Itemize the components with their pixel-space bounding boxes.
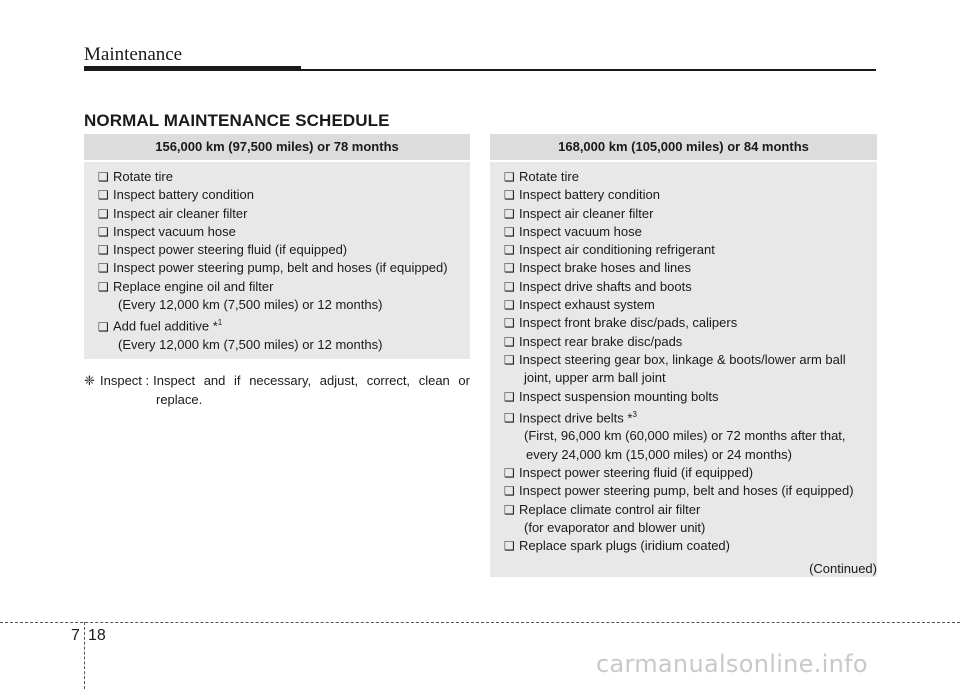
item-text: Inspect power steering pump, belt and hoses (if equipped) (519, 483, 854, 499)
item-text: Inspect rear brake disc/pads (519, 333, 683, 349)
page-number: 18 (88, 627, 106, 644)
checkbox-icon: ❑ (504, 466, 515, 481)
inspect-note (84, 371, 470, 409)
item-text: Replace spark plugs (iridium coated) (519, 538, 730, 554)
schedule-panel-168000 (490, 134, 877, 577)
checkbox-icon: ❑ (504, 279, 515, 294)
item-subtext: (First, 96,000 km (60,000 miles) or 72 months after that, (524, 428, 846, 444)
list-item (490, 464, 877, 482)
checkbox-icon: ❑ (504, 224, 515, 239)
item-text: Inspect air cleaner filter (519, 205, 654, 221)
list-item (490, 351, 877, 369)
item-text: Inspect brake hoses and lines (519, 260, 691, 276)
item-text: Inspect suspension mounting bolts (519, 388, 719, 404)
item-text: Inspect battery condition (519, 187, 660, 203)
item-text: Inspect power steering fluid (if equipped) (113, 242, 348, 258)
list-item (490, 168, 877, 186)
item-subtext: joint, upper arm ball joint (524, 370, 666, 386)
panel-heading: 168,000 km (105,000 miles) or 84 months (490, 134, 877, 162)
item-subtext: every 24,000 km (15,000 miles) or 24 months) (526, 446, 792, 462)
list-item (490, 241, 877, 259)
item-text: Inspect power steering pump, belt and hoses (if equipped) (113, 260, 448, 276)
item-text: Inspect air cleaner filter (113, 205, 248, 221)
panel-body (490, 162, 877, 578)
item-text: Inspect vacuum hose (519, 223, 642, 239)
item-text: Rotate tire (113, 169, 173, 184)
item-text: Inspect drive belts * (519, 410, 633, 426)
list-item (490, 296, 877, 314)
checkbox-icon: ❑ (504, 389, 515, 404)
schedule-panel-156000 (84, 134, 470, 359)
footer-rule (0, 622, 960, 623)
checkbox-icon: ❑ (504, 170, 515, 184)
list-item (84, 186, 470, 204)
item-text: Inspect air conditioning refrigerant (519, 242, 715, 258)
item-text: Inspect steering gear box, linkage & boots/lower arm ball (519, 351, 846, 367)
page-header-title: Maintenance (84, 44, 183, 65)
list-item (490, 333, 877, 351)
list-item (490, 482, 877, 500)
list-item (84, 259, 470, 277)
list-item (490, 205, 877, 223)
checkbox-icon: ❑ (504, 352, 515, 367)
note-text: Inspect and if necessary, adjust, correct, clean or (153, 373, 470, 388)
panel-heading: 156,000 km (97,500 miles) or 78 months (84, 134, 470, 162)
header-rule-thin (301, 69, 876, 71)
item-subtext: (Every 12,000 km (7,500 miles) or 12 months) (118, 337, 383, 352)
checkbox-icon: ❑ (504, 243, 515, 258)
list-item (490, 223, 877, 241)
checkbox-icon: ❑ (504, 316, 515, 331)
list-item (84, 241, 470, 259)
checkbox-icon: ❑ (504, 539, 515, 554)
note-line (84, 371, 470, 390)
checkbox-icon: ❑ (504, 298, 515, 313)
watermark: carmanualsonline.info (596, 650, 868, 678)
item-text: Replace climate control air filter (519, 501, 701, 517)
list-item (490, 388, 877, 406)
item-text: Inspect drive shafts and boots (519, 278, 692, 294)
footer-divider (84, 622, 85, 689)
checkbox-icon: ❑ (504, 334, 515, 349)
item-text: Replace engine oil and filter (113, 278, 274, 294)
header-rule-thick (84, 66, 301, 71)
footnote-marker: 1 (217, 318, 223, 328)
checkbox-icon: ❑ (504, 261, 515, 276)
list-item (490, 186, 877, 204)
list-item (84, 314, 470, 336)
item-text: Inspect exhaust system (519, 297, 655, 313)
item-text: Inspect battery condition (113, 187, 254, 203)
checkbox-icon: ❑ (98, 224, 109, 239)
list-item (490, 501, 877, 519)
checkbox-icon: ❑ (98, 279, 109, 294)
list-item (490, 406, 877, 428)
checkbox-icon: ❑ (504, 188, 515, 203)
checkbox-icon: ❑ (504, 411, 515, 426)
checkbox-icon: ❑ (504, 206, 515, 221)
list-item (490, 259, 877, 277)
note-line-continued: replace. (156, 392, 203, 407)
note-label: Inspect : (100, 373, 150, 388)
item-text: Inspect front brake disc/pads, calipers (519, 315, 738, 331)
section-title: NORMAL MAINTENANCE SCHEDULE (84, 111, 390, 130)
list-item (490, 314, 877, 332)
item-text: Inspect vacuum hose (113, 223, 236, 239)
checkbox-icon: ❑ (98, 319, 109, 334)
panel-body (84, 162, 470, 354)
item-subtext: (Every 12,000 km (7,500 miles) or 12 months) (118, 297, 383, 313)
chapter-number: 7 (71, 627, 80, 644)
list-item (84, 278, 470, 296)
item-text: Rotate tire (519, 169, 579, 184)
checkbox-icon: ❑ (504, 484, 515, 499)
list-item (84, 168, 470, 186)
list-item (84, 223, 470, 241)
checkbox-icon: ❑ (98, 170, 109, 184)
item-subtext: (for evaporator and blower unit) (524, 519, 706, 535)
note-symbol-icon: ❈ (84, 373, 95, 388)
item-text: Inspect power steering fluid (if equipped) (519, 465, 754, 481)
checkbox-icon: ❑ (504, 502, 515, 517)
checkbox-icon: ❑ (98, 206, 109, 221)
list-item (490, 537, 877, 555)
checkbox-icon: ❑ (98, 261, 109, 276)
checkbox-icon: ❑ (98, 188, 109, 203)
footnote-marker: 3 (632, 409, 637, 419)
list-item (490, 278, 877, 296)
continued-label: (Continued) (809, 560, 877, 576)
item-text: Add fuel additive * (113, 318, 218, 334)
list-item (84, 205, 470, 223)
checkbox-icon: ❑ (98, 243, 109, 258)
